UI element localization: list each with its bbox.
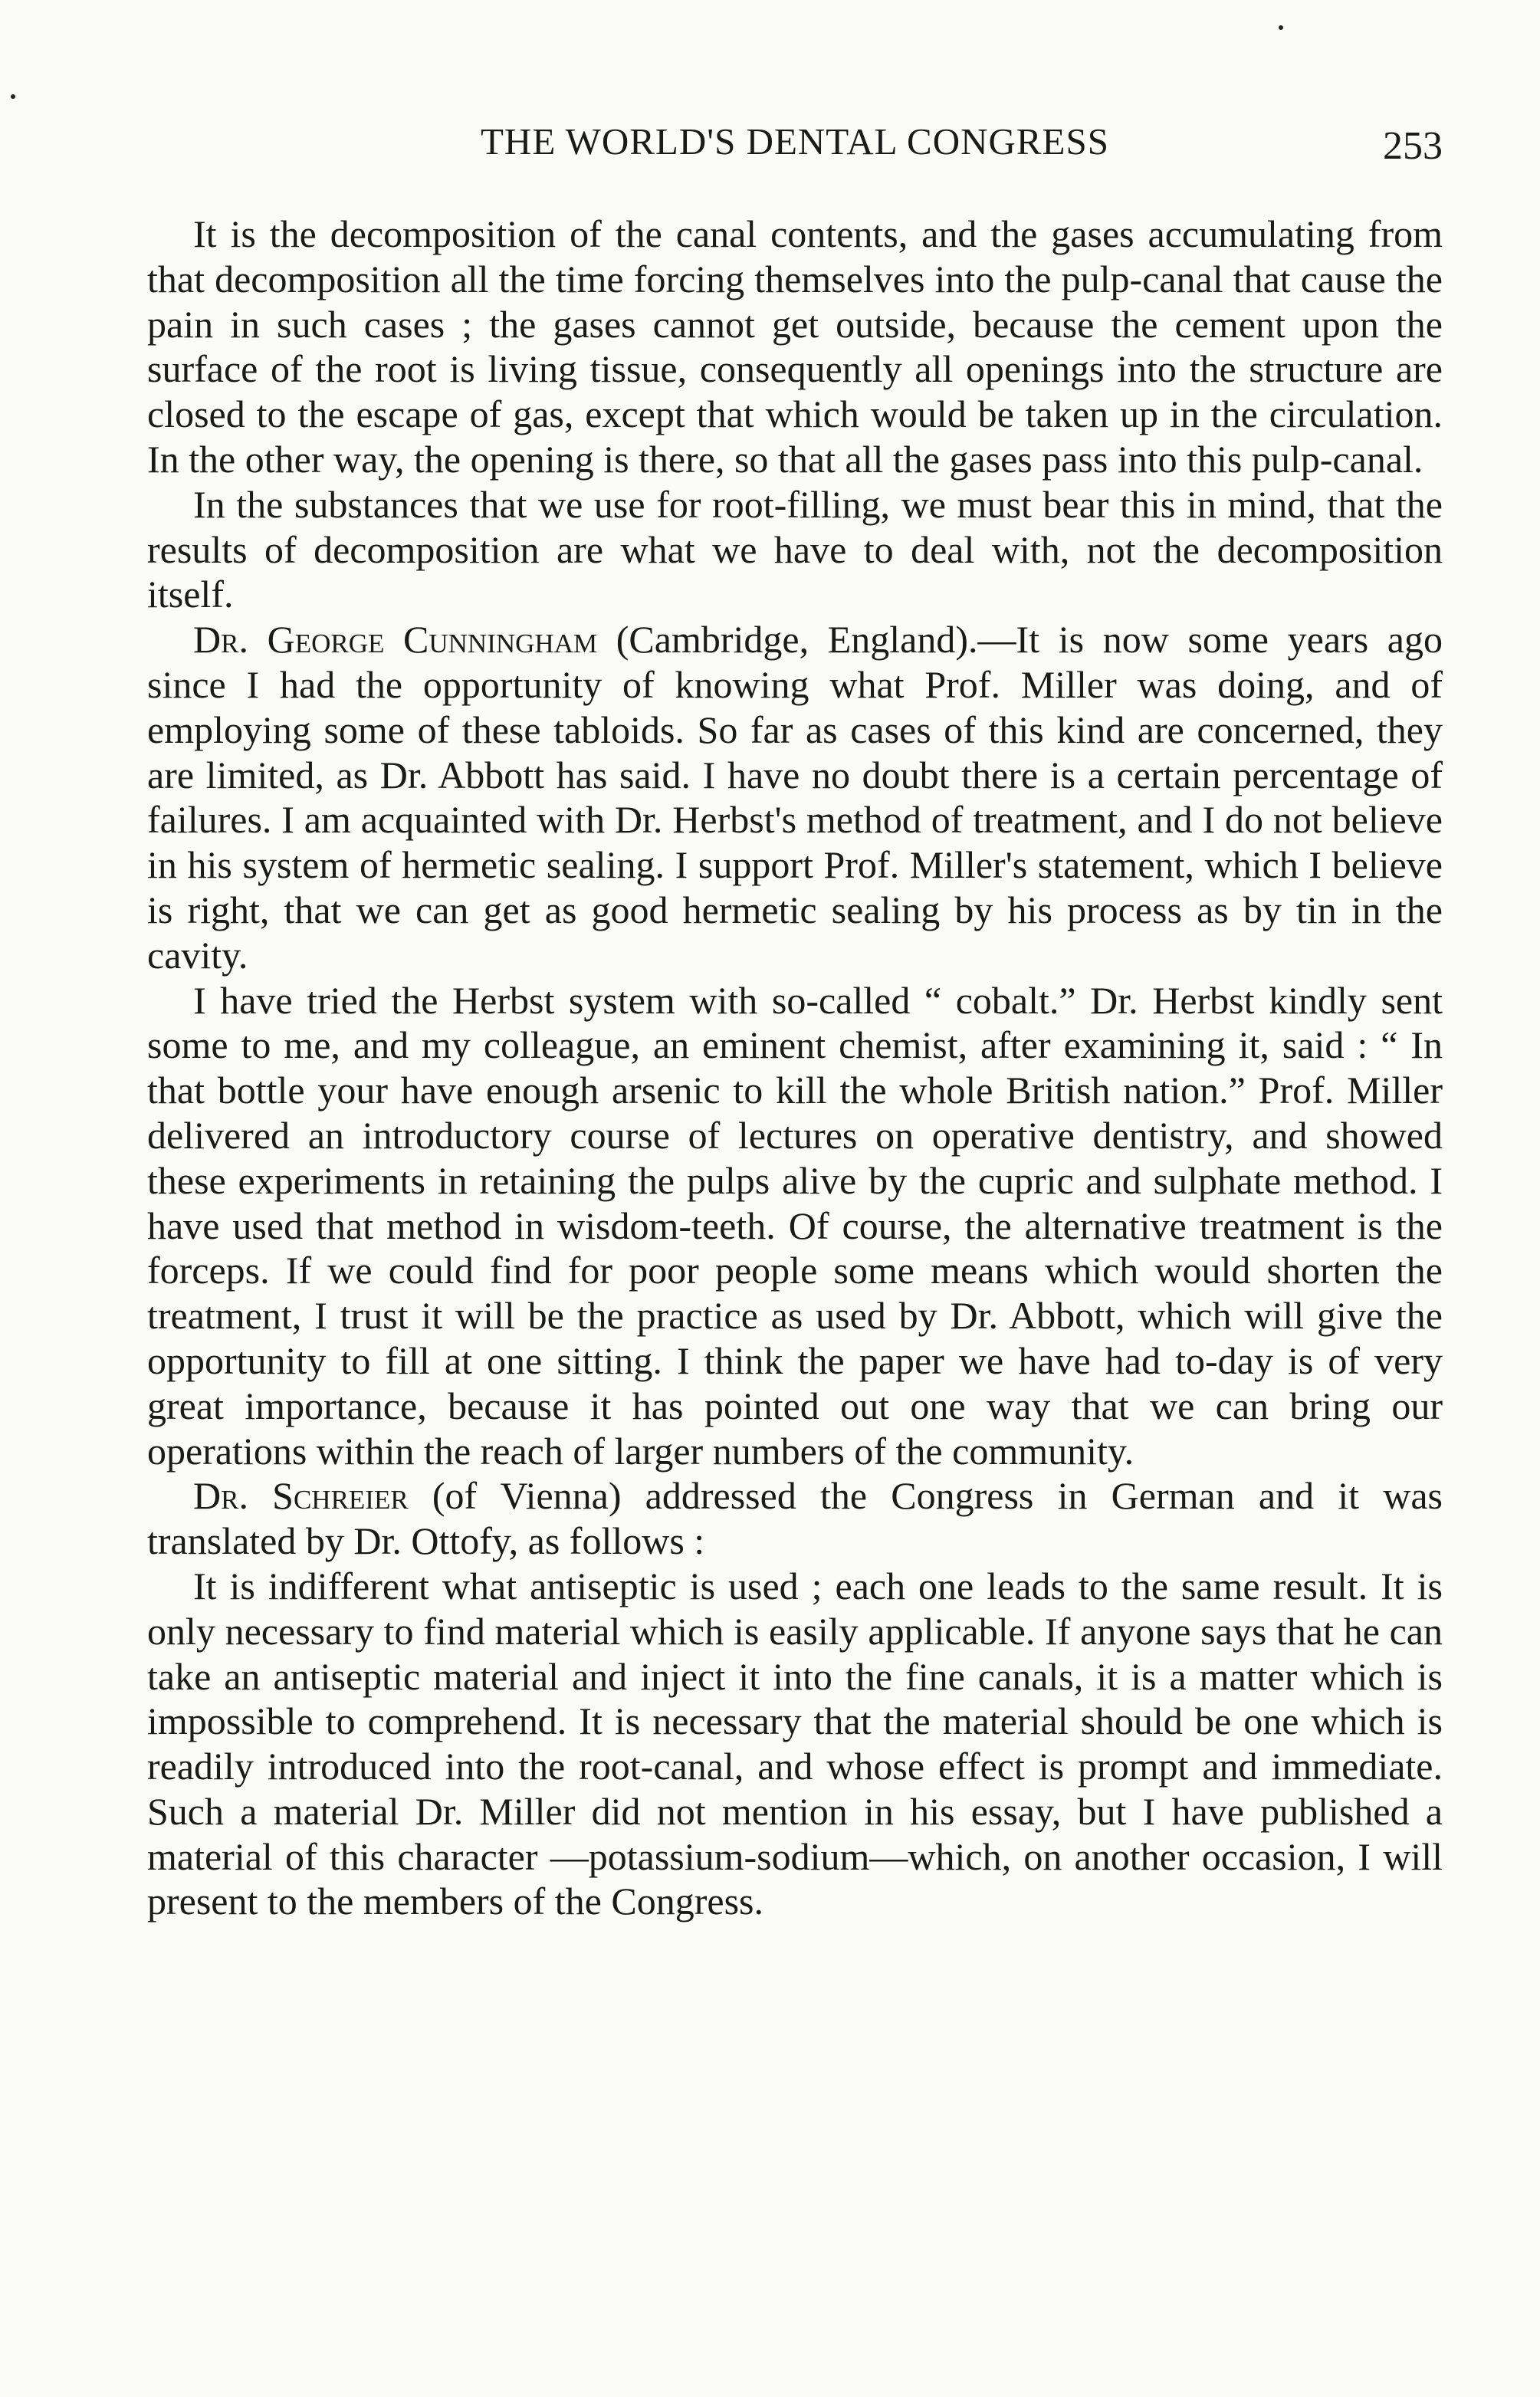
paragraph [147, 1473, 1443, 1564]
body-text [147, 212, 1443, 1924]
print-speck [11, 94, 15, 99]
page-number: 253 [1383, 124, 1443, 168]
paragraph [147, 1564, 1443, 1924]
paragraph [147, 617, 1443, 977]
running-title: THE WORLD'S DENTAL CONGRESS [481, 120, 1109, 163]
paragraph-text: It is indifferent what antiseptic is used ; each one leads to the same result. It is only necessary to find material which is easily applicable. If anyone says that he can take an antiseptic material and inject it into the fine canals, it is a matter which is impossible to comprehend. It is necessary that the material should be one which is readily introduced into the root-canal, and whose effect is prompt and immediate. Such a material Dr. Miller did not mention in his essay, but I have published a material of this character —potassium-sodium—which, on another occasion, I will present to the members of the Congress. [147, 1564, 1443, 1923]
paragraph [147, 482, 1443, 617]
paragraph [147, 978, 1443, 1474]
speaker-name: George Cunningham [267, 618, 598, 662]
speaker-name: Schreier [272, 1474, 409, 1518]
print-speck [1279, 25, 1283, 30]
paragraph-text: (Cambridge, England).—It is now some years ago since I had the opportunity of knowing what Prof. Miller was doing, and of employing some of these tabloids. So far as cases of this kind are concerned, they are limited, as Dr. Abbott has said. I have no doubt there is a certain percentage of failures. I am acquainted with Dr. Herbst's method of treatment, and I do not believe in his system of hermetic sealing. I support Prof. Miller's statement, which I believe is right, that we can get as good hermetic sealing by his process as by tin in the cavity. [147, 618, 1443, 977]
speaker-title: Dr. [193, 1474, 248, 1518]
paragraph-text: In the substances that we use for root-filling, we must bear this in mind, that the results of decomposition are what we have to deal with, not the decomposition itself. [147, 482, 1443, 616]
paragraph-text: (of Vienna) addressed the Congress in German and it was translated by Dr. Ottofy, as follows : [147, 1474, 1443, 1563]
speaker-title: Dr. [193, 618, 248, 662]
paragraph [147, 212, 1443, 482]
paragraph-text: I have tried the Herbst system with so-called “ cobalt.” Dr. Herbst kindly sent some to me, and my colleague, an eminent chemist, after examining it, said : “ In that bottle your have enough arsenic to kill the whole British nation.” Prof. Miller delivered an introductory course of lectures on operative dentistry, and showed these experiments in retaining the pulps alive by the cupric and sulphate method. I have used that method in wisdom-teeth. Of course, the alternative treatment is the forceps. If we could find for poor people some means which would shorten the treatment, I trust it will be the practice as used by Dr. Abbott, which will give the opportunity to fill at one sitting. I think the paper we have had to-day is of very great importance, because it has pointed out one way that we can bring our operations within the reach of larger numbers of the community. [147, 978, 1443, 1473]
page-header [147, 115, 1443, 169]
paragraph-text: It is the decomposition of the canal contents, and the gases accumulating from that decomposition all the time forcing themselves into the pulp-canal that cause the pain in such cases ; the gases cannot get outside, because the cement upon the surface of the root is living tissue, consequently all openings into the structure are closed to the escape of gas, except that which would be taken up in the circulation. In the other way, the opening is there, so that all the gases pass into this pulp-canal. [147, 212, 1443, 481]
